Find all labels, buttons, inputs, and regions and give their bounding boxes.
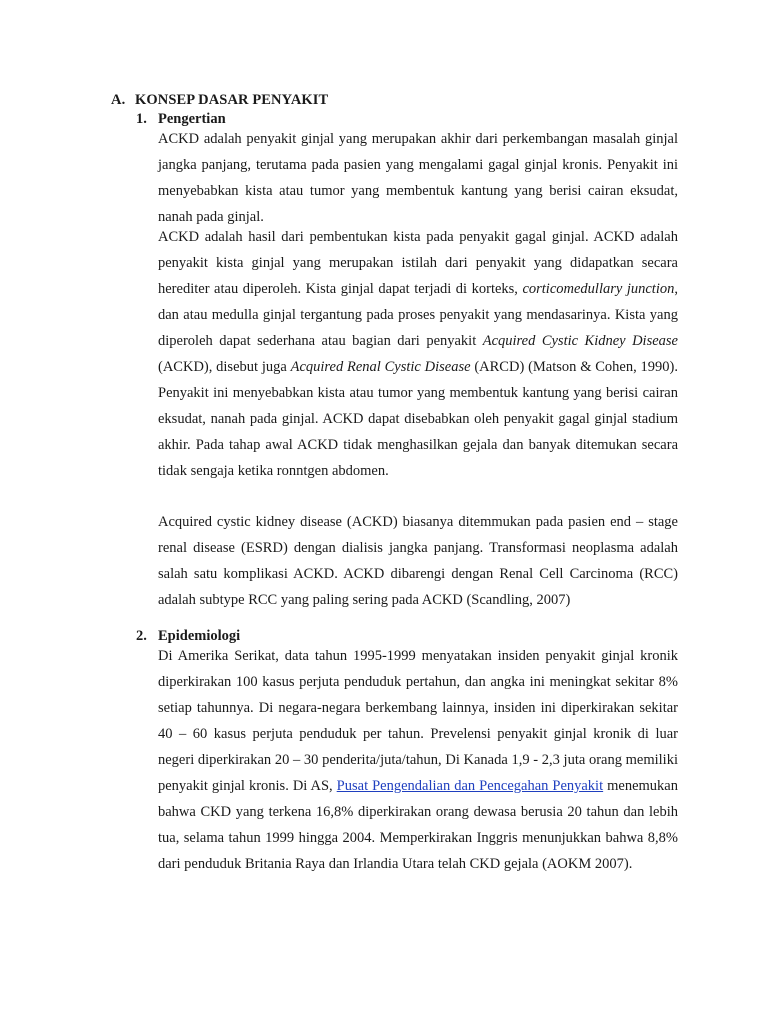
text-run: (ARCD) (Matson & Cohen, 1990). Penyakit ini menyebabkan kista atau tumor yang membentuk kantung yang berisi cairan eksudat, nanah pada ginjal. ACKD dapat disebabkan oleh penyakit gagal ginjal stadium akhir. Pada tahap awal ACKD tidak menghasilkan gejala dan banyak ditemukan secara tidak sengaja ketika ronntgen abdomen. bbox=[158, 359, 678, 479]
text-run: ACKD adalah hasil dari pembentukan kista pada penyakit gagal ginjal. ACKD adalah penyakit kista ginjal yang merupakan istilah dari penyakit yang didapatkan secara herediter atau diperoleh. Kista ginjal dapat terjadi di korteks, bbox=[158, 229, 678, 297]
paragraph-pengertian-3: Acquired cystic kidney disease (ACKD) biasanya ditemmukan pada pasien end – stage renal disease (ESRD) dengan dialisis jangka panjang. Transformasi neoplasma adalah salah satu komplikasi ACKD. ACKD dibarengi dengan Renal Cell Carcinoma (RCC) adalah subtype RCC yang paling sering pada ACKD (Scandling, 2007) bbox=[158, 514, 678, 608]
subsection-number: 1. bbox=[136, 111, 147, 127]
subsection-title: Pengertian bbox=[158, 111, 226, 127]
paragraph-pengertian-2 bbox=[158, 224, 678, 484]
italic-term: Acquired Cystic Kidney Disease bbox=[482, 333, 678, 349]
text-run: Di Amerika Serikat, data tahun 1995-1999 menyatakan insiden penyakit ginjal kronik diperkirakan 100 kasus perjuta penduduk pertahun, dan angka ini meningkat sekitar 8% setiap tahunnya. Di negara-negara berkembang lainnya, insiden ini diperkirakan sekitar 40 – 60 kasus perjuta penduduk per tahun. Prevelensi penyakit ginjal kronik di luar negeri diperkirakan 20 – 30 penderita/juta/tahun, Di Kanada 1,9 - 2,3 juta orang memiliki penyakit ginjal kronis. Di AS, bbox=[158, 648, 678, 794]
paragraph-epidemiologi bbox=[158, 643, 678, 877]
paragraph-pengertian-1: ACKD adalah penyakit ginjal yang merupakan akhir dari perkembangan masalah ginjal jangka panjang, terutama pada pasien yang mengalami gagal ginjal kronis. Penyakit ini menyebabkan kista atau tumor yang membentuk kantung yang berisi cairan eksudat, nanah pada ginjal. bbox=[158, 131, 678, 225]
section-letter: A. bbox=[111, 92, 126, 108]
cdc-link[interactable]: Pusat Pengendalian dan Pencegahan Penyakit bbox=[336, 778, 604, 794]
section-title: KONSEP DASAR PENYAKIT bbox=[135, 92, 329, 108]
section-heading bbox=[111, 92, 328, 109]
text-run: menemukan bahwa CKD yang terkena 16,8% diperkirakan orang dewasa berusia 20 tahun dan lebih tua, selama tahun 1999 hingga 2004. Memperkirakan Inggris menunjukkan bahwa 8,8% dari penduduk Britania Raya dan Irlandia Utara telah CKD gejala (AOKM 2007). bbox=[158, 778, 678, 872]
italic-term: Acquired Renal Cystic Disease bbox=[290, 359, 471, 375]
text-run: (ACKD), disebut juga bbox=[158, 359, 291, 375]
italic-term: corticomedullary junction bbox=[522, 281, 675, 297]
subsection-number: 2. bbox=[136, 628, 147, 644]
text-run: , dan atau medulla ginjal tergantung pada proses penyakit yang mendasarinya. Kista yang diperoleh dapat sederhana atau bagian dari penyakit bbox=[158, 281, 678, 349]
subsection-title: Epidemiologi bbox=[158, 628, 241, 644]
